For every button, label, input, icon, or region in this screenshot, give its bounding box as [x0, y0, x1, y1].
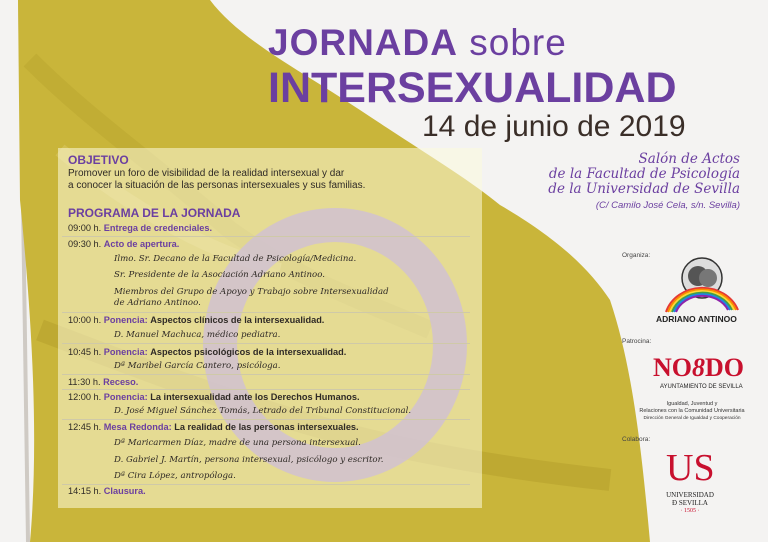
item-time: 10:00 h.: [68, 315, 102, 325]
speaker-name: Dª Maricarmen Díaz,: [114, 438, 207, 448]
divider: [62, 419, 470, 420]
adriano-antinoo-logo: [658, 254, 746, 314]
program-item-1245: [68, 422, 359, 432]
speaker-apertura-1: Ilmo. Sr. Decano de la Facultad de Psicología/Medicina.: [114, 254, 357, 264]
objective-line-1: Promover un foro de visibilidad de la realidad intersexual y dar: [68, 168, 345, 179]
item-time: 14:15 h.: [68, 486, 102, 496]
program-panel: [58, 148, 482, 508]
item-label: Mesa Redonda:: [103, 422, 172, 432]
item-label: Clausura.: [103, 486, 146, 496]
dept-line-3: Dirección General de Igualdad y Cooperación: [643, 416, 741, 421]
item-time: 09:00 h.: [68, 223, 102, 233]
speaker-role: antropóloga.: [180, 471, 236, 481]
title-sobre: sobre: [469, 22, 567, 63]
item-label: Entrega de credenciales.: [103, 223, 213, 233]
program-heading: PROGRAMA DE LA JORNADA: [68, 206, 241, 220]
speaker-name: Dª Maribel García Cantero,: [114, 361, 234, 371]
venue-line-2: de la Facultad de Psicología: [548, 166, 740, 182]
dept-line-1: Igualdad, Juventud y: [666, 401, 718, 407]
venue: [500, 152, 740, 197]
divider: [62, 389, 470, 390]
item-time: 10:45 h.: [68, 347, 102, 357]
speaker-name: D. Manuel Machuca,: [114, 330, 205, 340]
ayuntamiento-department: [632, 401, 752, 422]
speaker-p1: [114, 330, 280, 340]
divider: [62, 484, 470, 485]
us-name: [658, 491, 722, 515]
program-item-1200: [68, 392, 360, 402]
objective-line-2: a conocer la situación de las personas intersexuales y sus familias.: [68, 180, 366, 191]
item-title: Aspectos psicológicos de la intersexualidad.: [150, 347, 347, 357]
venue-line-1: Salón de Actos: [638, 151, 740, 167]
item-label: Acto de apertura.: [103, 239, 180, 249]
speaker-apertura-2: Sr. Presidente de la Asociación Adriano Antinoo.: [114, 270, 325, 280]
nodo-left: NO: [653, 353, 692, 382]
speaker-role: psicóloga.: [236, 361, 281, 371]
item-title: La realidad de las personas intersexuales.: [174, 422, 359, 432]
title-intersexualidad: INTERSEXUALIDAD: [268, 64, 677, 112]
speaker-name: D. Gabriel J. Martín,: [114, 455, 202, 465]
speaker-apertura-3a: Miembros del Grupo de Apoyo y Trabajo sobre Intersexualidad: [114, 287, 389, 297]
divider: [62, 312, 470, 313]
colabora-label: Colabora:: [622, 436, 651, 443]
divider: [62, 343, 470, 344]
us-name-line-2: Ð SEVILLA: [672, 499, 708, 507]
item-label: Ponencia:: [103, 315, 148, 325]
ayuntamiento-label: AYUNTAMIENTO DE SEVILLA: [660, 384, 743, 390]
item-label: Ponencia:: [103, 392, 148, 402]
program-item-0900: [68, 223, 212, 233]
item-time: 12:45 h.: [68, 422, 102, 432]
us-logo: US: [666, 447, 715, 489]
divider: [62, 236, 470, 237]
dept-line-2: Relaciones con la Comunidad Universitaria: [639, 408, 745, 414]
item-label: Receso.: [103, 377, 139, 387]
speaker-m1: [114, 438, 361, 448]
program-item-1415: [68, 486, 146, 496]
program-item-0930: [68, 239, 179, 249]
title-jornada: JORNADA: [268, 22, 458, 63]
nodo-right: DO: [705, 353, 744, 382]
venue-address: (C/ Camilo José Cela, s/n. Sevilla): [595, 200, 740, 211]
speaker-name: D. José Miguel Sánchez Tomás,: [114, 406, 250, 416]
nodo-logo: [653, 353, 744, 383]
objective-heading: OBJETIVO: [68, 153, 129, 167]
objective-text: [68, 168, 365, 192]
program-item-1045: [68, 347, 346, 357]
item-time: 11:30 h.: [68, 377, 101, 387]
speaker-role: madre de una persona intersexual.: [208, 438, 361, 448]
speaker-role: persona intersexual, psicólogo y escritor.: [204, 455, 384, 465]
speaker-apertura-3b: de Adriano Antinoo.: [114, 298, 201, 308]
patrocina-label: Patrocina:: [622, 338, 652, 345]
item-title: Aspectos clínicos de la intersexualidad.: [150, 315, 325, 325]
adriano-antinoo-name: ADRIANO ANTINOO: [656, 314, 737, 324]
title-line-1: [268, 22, 567, 64]
organiza-label: Organiza:: [622, 252, 651, 259]
speaker-p2: [114, 361, 281, 371]
us-year: · 1505 ·: [680, 508, 700, 514]
item-time: 12:00 h.: [68, 392, 102, 402]
speaker-p3: [114, 406, 411, 416]
speaker-name: Dª Cira López,: [114, 471, 178, 481]
speaker-role: Letrado del Tribunal Constitucional.: [252, 406, 412, 416]
speaker-m3: [114, 471, 236, 481]
item-title: La intersexualidad ante los Derechos Humanos.: [150, 392, 360, 402]
program-item-1000: [68, 315, 324, 325]
event-date: 14 de junio de 2019: [422, 110, 686, 143]
divider: [62, 374, 470, 375]
program-item-1130: [68, 377, 138, 387]
item-label: Ponencia:: [103, 347, 148, 357]
item-time: 09:30 h.: [68, 239, 102, 249]
speaker-role: médico pediatra.: [206, 330, 281, 340]
venue-line-3: de la Universidad de Sevilla: [548, 181, 740, 197]
us-name-line-1: UNIVERSIDAD: [666, 491, 714, 499]
nodo-eight: 8: [692, 353, 705, 382]
speaker-m2: [114, 455, 384, 465]
